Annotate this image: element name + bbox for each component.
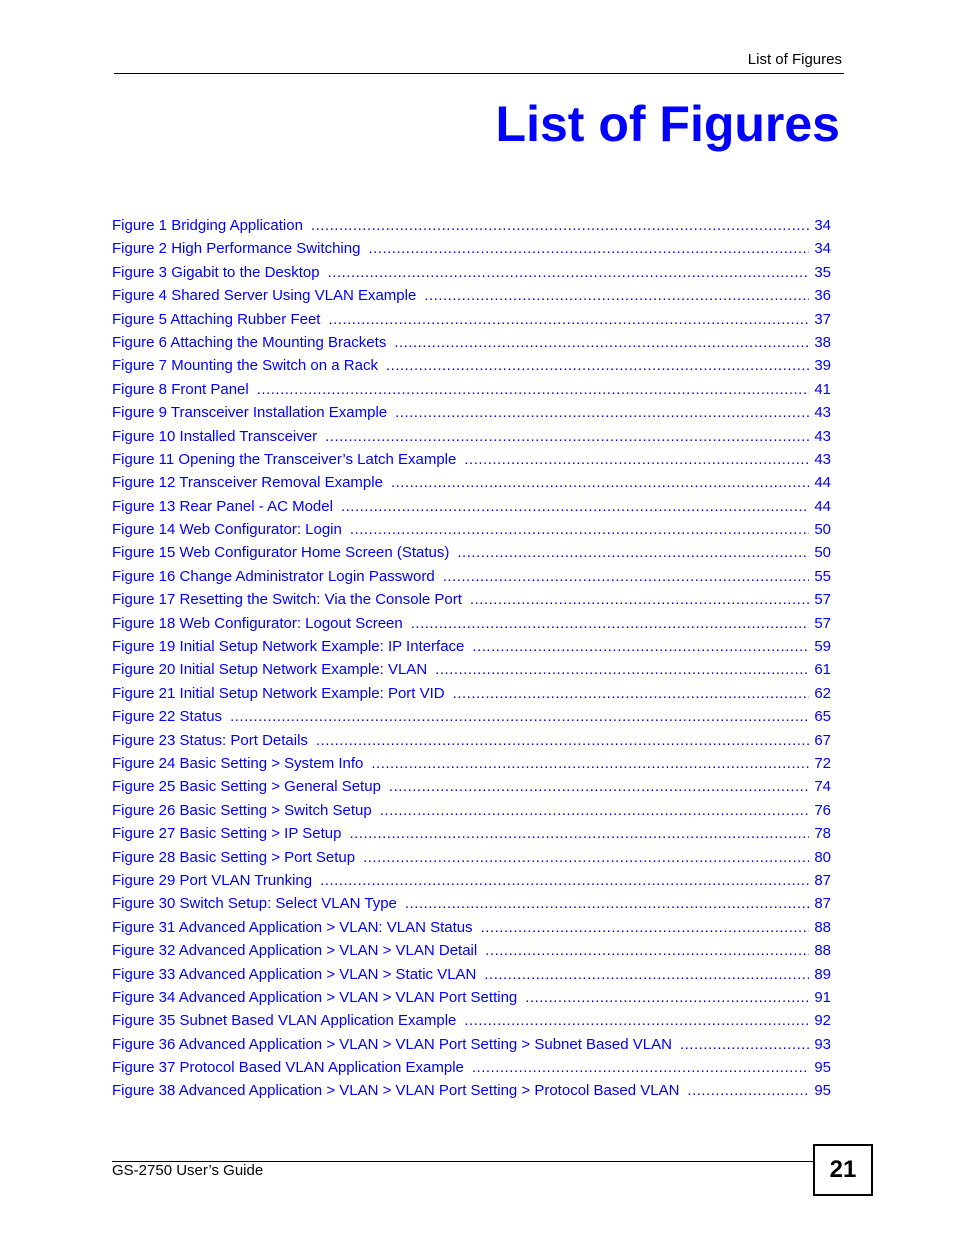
figure-entry-page: 80: [814, 848, 831, 866]
figure-entry-page: 50: [814, 544, 831, 562]
figure-entry-link[interactable]: [112, 544, 831, 567]
figure-entry-link[interactable]: [112, 451, 831, 474]
figure-entry-link[interactable]: [112, 287, 831, 310]
figure-entry-link[interactable]: [112, 615, 831, 638]
figure-entry-label: Figure 25 Basic Setting > General Setup: [112, 778, 381, 796]
figure-entry-label: Figure 15 Web Configurator Home Screen (Status): [112, 544, 450, 562]
dot-leader: [320, 872, 809, 887]
figure-entry-link[interactable]: [112, 1036, 831, 1059]
figure-entry-link[interactable]: [112, 919, 831, 942]
figure-entry-link[interactable]: [112, 989, 831, 1012]
figure-entry-link[interactable]: [112, 217, 831, 240]
figure-entry-page: 44: [814, 497, 831, 515]
figure-entry-page: 37: [814, 310, 831, 328]
dot-leader: [485, 942, 809, 957]
figure-entry-label: Figure 16 Change Administrator Login Password: [112, 567, 435, 585]
figure-entry-page: 41: [814, 380, 831, 398]
figure-entry-link[interactable]: [112, 708, 831, 731]
figure-entry-link[interactable]: [112, 872, 831, 895]
dot-leader: [457, 544, 809, 559]
dot-leader: [328, 311, 809, 326]
dot-leader: [687, 1082, 809, 1097]
figure-entry-page: 65: [814, 708, 831, 726]
footer-guide-title: GS-2750 User’s Guide: [112, 1162, 264, 1179]
figure-entry-label: Figure 8 Front Panel: [112, 380, 249, 398]
dot-leader: [394, 334, 809, 349]
page-title: List of Figures: [495, 96, 840, 152]
figure-entry-page: 34: [814, 240, 831, 258]
figure-entry-page: 36: [814, 287, 831, 305]
dot-leader: [257, 381, 809, 396]
figure-entry-link[interactable]: [112, 661, 831, 684]
figure-entry-label: Figure 36 Advanced Application > VLAN > VLAN Port Setting > Subnet Based VLAN: [112, 1035, 672, 1053]
figure-entry-link[interactable]: [112, 778, 831, 801]
dot-leader: [464, 1012, 809, 1027]
dot-leader: [395, 404, 809, 419]
figure-entry-page: 44: [814, 474, 831, 492]
figure-entry-link[interactable]: [112, 1012, 831, 1035]
figure-entry-label: Figure 33 Advanced Application > VLAN > Static VLAN: [112, 965, 477, 983]
figure-entry-page: 57: [814, 614, 831, 632]
figure-entry-link[interactable]: [112, 849, 831, 872]
figure-entry-page: 91: [814, 988, 831, 1006]
figure-entry-link[interactable]: [112, 474, 831, 497]
dot-leader: [350, 521, 809, 536]
figure-entry-link[interactable]: [112, 311, 831, 334]
header-rule: [114, 73, 844, 74]
figure-entry-label: Figure 14 Web Configurator: Login: [112, 521, 342, 539]
dot-leader: [230, 708, 809, 723]
dot-leader: [386, 357, 809, 372]
figure-entry-page: 35: [814, 263, 831, 281]
figure-entry-label: Figure 35 Subnet Based VLAN Application Example: [112, 1012, 457, 1030]
dot-leader: [341, 498, 809, 513]
figure-entry-label: Figure 27 Basic Setting > IP Setup: [112, 825, 342, 843]
figure-entry-link[interactable]: [112, 568, 831, 591]
figure-entry-link[interactable]: [112, 732, 831, 755]
figure-entry-page: 93: [814, 1035, 831, 1053]
figure-entry-label: Figure 21 Initial Setup Network Example: Port VID: [112, 684, 445, 702]
dot-leader: [453, 685, 809, 700]
figure-entry-page: 95: [814, 1082, 831, 1100]
dot-leader: [316, 732, 809, 747]
dot-leader: [349, 825, 809, 840]
figure-entry-label: Figure 30 Switch Setup: Select VLAN Type: [112, 895, 397, 913]
figure-entry-label: Figure 38 Advanced Application > VLAN > VLAN Port Setting > Protocol Based VLAN: [112, 1082, 680, 1100]
figure-entry-label: Figure 29 Port VLAN Trunking: [112, 871, 313, 889]
figure-entry-label: Figure 28 Basic Setting > Port Setup: [112, 848, 356, 866]
figure-entry-page: 59: [814, 638, 831, 656]
figure-entry-label: Figure 19 Initial Setup Network Example: IP Interface: [112, 638, 465, 656]
figure-entry-link[interactable]: [112, 1082, 831, 1105]
figure-entry-link[interactable]: [112, 357, 831, 380]
figure-entry-label: Figure 31 Advanced Application > VLAN: VLAN Status: [112, 918, 473, 936]
figure-entry-label: Figure 20 Initial Setup Network Example: VLAN: [112, 661, 428, 679]
figure-entry-link[interactable]: [112, 381, 831, 404]
figure-entry-page: 57: [814, 591, 831, 609]
figure-entry-link[interactable]: [112, 1059, 831, 1082]
figure-entry-page: 43: [814, 404, 831, 422]
dot-leader: [363, 849, 809, 864]
figure-entry-label: Figure 37 Protocol Based VLAN Application Example: [112, 1059, 464, 1077]
figure-entry-page: 50: [814, 521, 831, 539]
figure-entry-page: 76: [814, 801, 831, 819]
dot-leader: [325, 428, 809, 443]
figure-entry-label: Figure 22 Status: [112, 708, 223, 726]
figure-entry-link[interactable]: [112, 685, 831, 708]
figure-entry-label: Figure 13 Rear Panel - AC Model: [112, 497, 333, 515]
figure-entry-link[interactable]: [112, 404, 831, 427]
figure-entry-label: Figure 6 Attaching the Mounting Brackets: [112, 333, 387, 351]
figure-entry-page: 87: [814, 895, 831, 913]
figure-entry-label: Figure 5 Attaching Rubber Feet: [112, 310, 321, 328]
figure-entry-label: Figure 11 Opening the Transceiver’s Latch Example: [112, 450, 457, 468]
dot-leader: [311, 217, 809, 232]
dot-leader: [328, 264, 809, 279]
dot-leader: [424, 287, 809, 302]
dot-leader: [472, 638, 809, 653]
dot-leader: [525, 989, 809, 1004]
figure-entry-page: 74: [814, 778, 831, 796]
dot-leader: [405, 895, 809, 910]
dot-leader: [368, 240, 809, 255]
figure-entry-page: 43: [814, 427, 831, 445]
dot-leader: [472, 1059, 809, 1074]
figure-entry-page: 39: [814, 357, 831, 375]
figure-entry-link[interactable]: [112, 521, 831, 544]
figure-entry-page: 43: [814, 450, 831, 468]
figure-entry-label: Figure 23 Status: Port Details: [112, 731, 308, 749]
dot-leader: [380, 802, 809, 817]
figure-entry-page: 88: [814, 942, 831, 960]
figure-entry-link[interactable]: [112, 942, 831, 965]
figure-entry-page: 61: [814, 661, 831, 679]
figure-entry-page: 62: [814, 684, 831, 702]
figure-entry-link[interactable]: [112, 334, 831, 357]
figure-entry-link[interactable]: [112, 802, 831, 825]
figure-entry-label: Figure 9 Transceiver Installation Example: [112, 404, 388, 422]
figure-entry-link[interactable]: [112, 428, 831, 451]
figure-entry-label: Figure 1 Bridging Application: [112, 217, 303, 234]
figure-entry-label: Figure 26 Basic Setting > Switch Setup: [112, 801, 372, 819]
figure-entry-label: Figure 2 High Performance Switching: [112, 240, 361, 258]
figure-entry-page: 38: [814, 333, 831, 351]
dot-leader: [389, 778, 809, 793]
dot-leader: [484, 966, 809, 981]
figure-entry-page: 88: [814, 918, 831, 936]
figure-entry-link[interactable]: [112, 825, 831, 848]
dot-leader: [481, 919, 809, 934]
figure-entry-label: Figure 24 Basic Setting > System Info: [112, 754, 364, 772]
figure-entry-label: Figure 18 Web Configurator: Logout Screen: [112, 614, 403, 632]
figure-entry-page: 89: [814, 965, 831, 983]
figure-entry-label: Figure 7 Mounting the Switch on a Rack: [112, 357, 378, 375]
figure-entry-page: 95: [814, 1059, 831, 1077]
dot-leader: [411, 615, 809, 630]
running-header: List of Figures: [747, 51, 842, 68]
dot-leader: [464, 451, 809, 466]
dot-leader: [435, 661, 809, 676]
figure-entry-page: 34: [814, 217, 831, 234]
figure-entry-label: Figure 12 Transceiver Removal Example: [112, 474, 383, 492]
figure-entry-page: 55: [814, 567, 831, 585]
figure-entry-label: Figure 34 Advanced Application > VLAN > VLAN Port Setting: [112, 988, 518, 1006]
figure-entry-label: Figure 4 Shared Server Using VLAN Example: [112, 287, 417, 305]
figure-entry-label: Figure 10 Installed Transceiver: [112, 427, 318, 445]
figure-entry-link[interactable]: [112, 638, 831, 661]
figure-entry-label: Figure 17 Resetting the Switch: Via the Console Port: [112, 591, 462, 609]
figure-entry-label: Figure 32 Advanced Application > VLAN > VLAN Detail: [112, 942, 478, 960]
figure-entry-link[interactable]: [112, 966, 831, 989]
dot-leader: [680, 1036, 809, 1051]
figure-entry-link[interactable]: [112, 755, 831, 778]
figure-entry-link[interactable]: [112, 895, 831, 918]
figure-entry-link[interactable]: [112, 591, 831, 614]
figure-entry-link[interactable]: [112, 264, 831, 287]
dot-leader: [391, 474, 809, 489]
figure-entry-page: 87: [814, 871, 831, 889]
page-number: 21: [813, 1144, 873, 1196]
figure-entry-page: 78: [814, 825, 831, 843]
figure-entry-page: 67: [814, 731, 831, 749]
dot-leader: [371, 755, 809, 770]
dot-leader: [470, 591, 809, 606]
figure-entry-link[interactable]: [112, 498, 831, 521]
figure-list: [112, 217, 831, 1106]
figure-entry-page: 72: [814, 754, 831, 772]
dot-leader: [443, 568, 809, 583]
figure-entry-label: Figure 3 Gigabit to the Desktop: [112, 263, 320, 281]
figure-entry-link[interactable]: [112, 240, 831, 263]
figure-entry-page: 92: [814, 1012, 831, 1030]
